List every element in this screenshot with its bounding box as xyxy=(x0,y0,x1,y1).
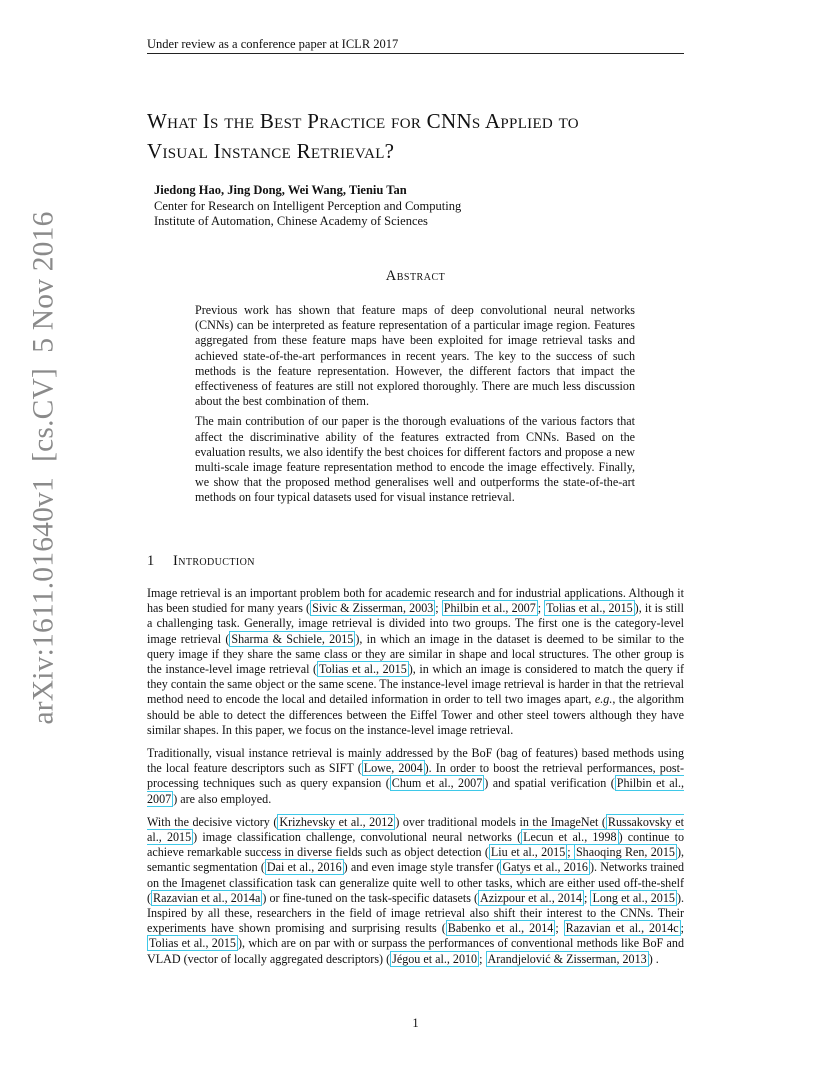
citation-link[interactable]: Philbin et al., 2007 xyxy=(147,776,684,806)
citation-link[interactable]: Babenko et al., 2014 xyxy=(447,921,554,936)
citation-link[interactable]: Lecun et al., 1998 xyxy=(523,830,617,845)
abstract-heading: Abstract xyxy=(385,268,446,284)
abstract-body xyxy=(195,303,635,511)
intro-paragraph-3: With the decisive victory ( Krizhevsky et al., 2012 ) over traditional models in the ImageNet ( Russakovsky et al., 2015 ) image classification challenge, convolutional neural networks ( Lecun et al., 1998 ) continue to achieve remarkable success in diverse fields such as object detection ( Liu et al., 2015 ; Shaoqing Ren, 2015 ), semantic segmentation ( Dai et al., 2016 ) and even image style transfer ( Gatys et al., 2016 ). Networks trained on the Imagenet classification task can generalize quite well to other tasks, which are either used off-the-shelf ( Razavian et al., 2014a ) or fine-tuned on the task-specific datasets ( Azizpour et al., 2014 ; Long et al., 2015 ). Inspired by all these, researchers in the field of image retrieval also shift their interest to the CNNs. Their experiments have shown promising and surprising results ( Babenko et al., 2014 ; Razavian et al., 2014c ; Tolias et al., 2015 ), which are on par with or surpass the performances of conventional methods like BoF and VLAD (vector of locally aggregated descriptors) ( Jégou et al., 2010 ; Arandjelović & Zisserman, 2013 ) . xyxy=(147,814,684,966)
citation-link[interactable]: Dai et al., 2016 xyxy=(266,860,342,875)
running-header: Under review as a conference paper at ICLR 2017 xyxy=(147,37,399,51)
page-number: 1 xyxy=(412,1016,419,1030)
citation-link[interactable]: Sharma & Schiele, 2015 xyxy=(231,631,354,646)
intro-paragraph-1: Image retrieval is an important problem both for academic research and for industrial applications. Although it has been studied for many years ( Sivic & Zisserman, 2003 ; Philbin et al., 2007 ; Tolias et al., 2015 ), it is still a challenging task. Generally, image retrieval is divided into two groups. The first one is the category-level image retrieval ( Sharma & Schiele, 2015 ), in which an image in the dataset is deemed to be similar to the query image if they share the same class or they are similar in shape and local structures. The other group is the instance-level image retrieval ( Tolias et al., 2015 ), in which an image is considered to match the query if they contain the same object or the same scene. The instance-level image retrieval is harder in that the retrieval method need to encode the local and detailed information in order to tell two images apart, e.g., the algorithm should be able to detect the differences between the Eiffel Tower and other steel towers although they have similar shapes. In this paper, we focus on the instance-level image retrieval. xyxy=(147,586,684,737)
citation-link[interactable]: Tolias et al., 2015 xyxy=(319,662,407,677)
abstract-paragraph-2: The main contribution of our paper is the thorough evaluations of the various factors that affect the discriminative ability of the features extracted from CNNs. Based on the evaluation results, we also identify the best choices for different factors and propose a new multi-scale image feature representation method to encode the image effectively. Finally, we show that the proposed method generalises well and outperforms the state-of-the-art methods on four typical datasets used for visual instance retrieval. xyxy=(195,414,635,505)
header-rule xyxy=(147,53,684,54)
abstract-paragraph-1: Previous work has shown that feature maps of deep convolutional neural networks (CNNs) can be interpreted as feature representation of a particular image region. Features aggregated from these feature maps have been exploited for image retrieval tasks and achieved state-of-the-art performances in recent years. The key to the success of such methods is the feature representation. However, the different factors that impact the effectiveness of features are still not explored thoroughly. There are much less discussion about the best combination of them. xyxy=(195,303,635,409)
title-line-1: What Is the Best Practice for CNNs Applied to xyxy=(147,109,579,133)
title-line-2: Visual Instance Retrieval? xyxy=(147,139,395,163)
section-heading xyxy=(147,553,684,570)
citation-link[interactable]: Long et al., 2015 xyxy=(592,890,675,905)
affiliation-line-1: Center for Research on Intelligent Perception and Computing xyxy=(154,198,462,213)
citation-link[interactable]: Liu et al., 2015 xyxy=(490,845,566,860)
citation-link[interactable]: Chum et al., 2007 xyxy=(391,776,483,791)
citation-link[interactable]: Arandjelović & Zisserman, 2013 xyxy=(487,951,647,966)
section-title: Introduction xyxy=(173,553,255,569)
intro-paragraph-2: Traditionally, visual instance retrieval is mainly addressed by the BoF (bag of features) based methods using the local feature descriptors such as SIFT ( Lowe, 2004 ). In order to boost the retrieval performances, post-processing techniques such as query expansion ( Chum et al., 2007 ) and spatial verification ( Philbin et al., 2007 ) are also employed. xyxy=(147,746,684,806)
citation-link[interactable]: Razavian et al., 2014c xyxy=(565,921,679,936)
arxiv-identifier: arXiv:1611.01640v1 [cs.CV] 5 Nov 2016 xyxy=(27,211,60,725)
affiliation-line-2: Institute of Automation, Chinese Academy of Sciences xyxy=(154,214,428,228)
citation-link[interactable]: Philbin et al., 2007 xyxy=(443,601,536,616)
citation-link[interactable]: Tolias et al., 2015 xyxy=(546,601,633,616)
citation-link[interactable]: Razavian et al., 2014a xyxy=(153,890,261,905)
author-block xyxy=(154,183,674,230)
section-number: 1 xyxy=(147,553,155,569)
citation-link[interactable]: Gatys et al., 2016 xyxy=(502,860,588,875)
citation-link[interactable]: Russakovsky et al., 2015 xyxy=(147,814,684,845)
citation-link[interactable]: Krizhevsky et al., 2012 xyxy=(279,814,394,829)
paper-title xyxy=(147,106,707,166)
section-body xyxy=(147,586,684,975)
citation-link[interactable]: Azizpour et al., 2014 xyxy=(480,890,582,905)
emphasis-text: e.g. xyxy=(594,692,613,707)
citation-link[interactable]: Jégou et al., 2010 xyxy=(392,951,478,966)
citation-link[interactable]: Tolias et al., 2015 xyxy=(149,936,236,951)
citation-link[interactable]: Sivic & Zisserman, 2003 xyxy=(312,601,434,616)
citation-link[interactable]: Lowe, 2004 xyxy=(363,761,423,776)
citation-link[interactable]: Shaoqing Ren, 2015 xyxy=(575,845,675,860)
author-names: Jiedong Hao, Jing Dong, Wei Wang, Tieniu Tan xyxy=(154,183,407,197)
